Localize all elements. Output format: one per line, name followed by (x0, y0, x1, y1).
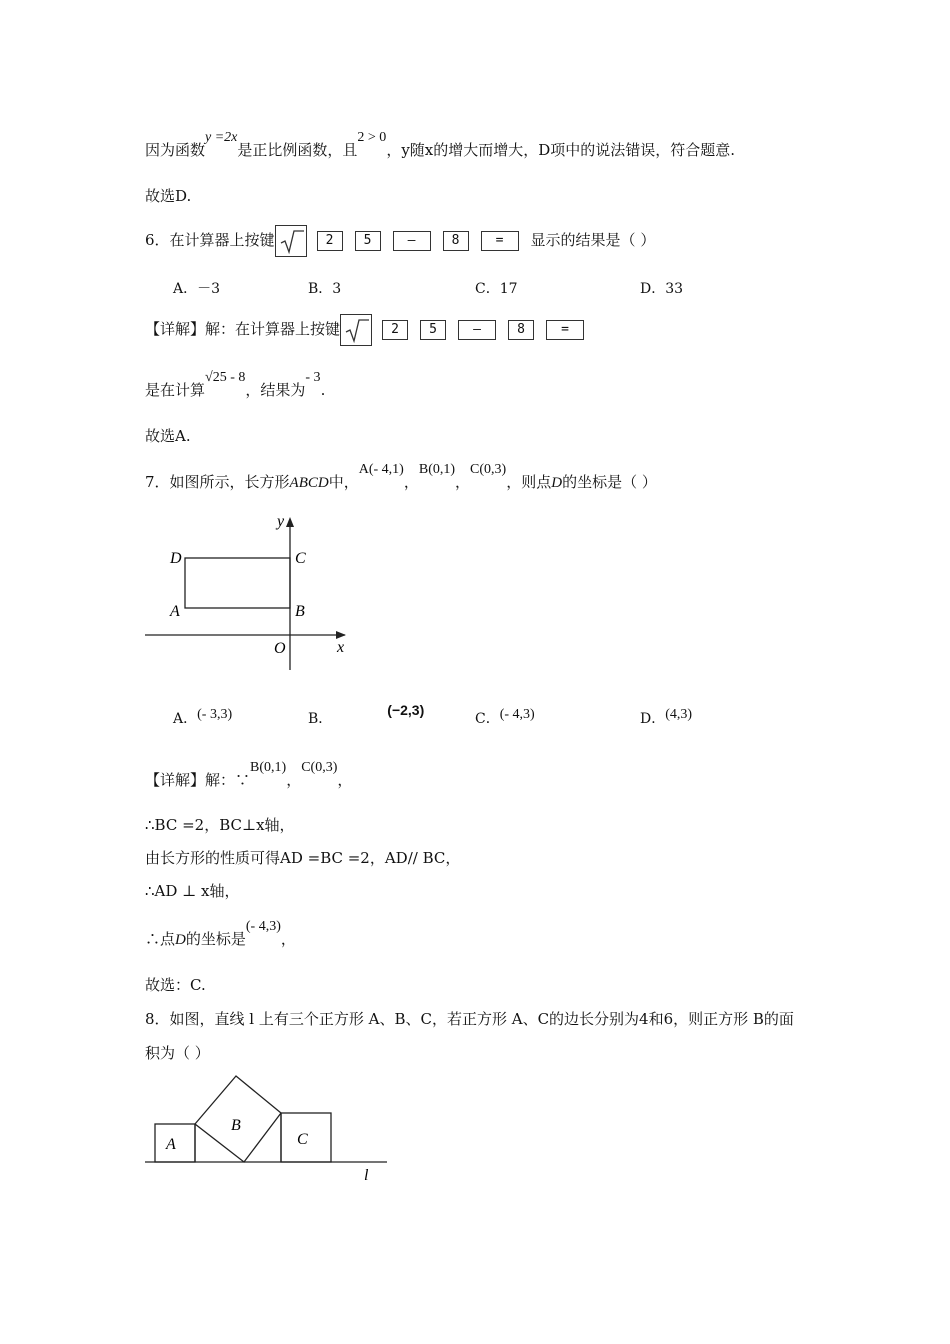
q6-expression: √25 - 8 (205, 370, 246, 385)
q6-option-a: A．－3 (173, 281, 221, 297)
q7-coordinate-figure (140, 505, 360, 675)
q7-option-a: A．(- 3,3) (173, 707, 233, 727)
q7-line5: ∴点D的坐标是(- 4,3)， (145, 919, 296, 948)
rectangle-abcd (185, 558, 290, 608)
q7-point-d: D (551, 475, 563, 491)
label-a: A (170, 603, 180, 620)
label-square-b: B (231, 1117, 241, 1134)
key-2: 2 (317, 231, 343, 251)
label-b: B (295, 603, 305, 620)
q5-text-b: 是正比例函数，且 (237, 141, 358, 159)
sqrt-key-icon (340, 314, 372, 346)
x-axis-arrow-icon (336, 631, 346, 639)
q6-option-b: B．3 (308, 281, 342, 297)
q7-line3: 由长方形的性质可得AD =BC =2，AD// BC， (145, 849, 461, 867)
q5-text-c: ，y随x的增大而增大，D项中的说法错误，符合题意. (386, 141, 736, 159)
label-c: C (295, 550, 306, 567)
key-equals: = (481, 231, 519, 251)
label-square-a: A (166, 1136, 176, 1153)
q7-stem-c: ，则点 (506, 473, 552, 491)
key-equals: = (546, 320, 584, 340)
q7-stem-b: 中， (328, 473, 359, 491)
label-line-l: l (364, 1167, 369, 1184)
q7-line4: ∴AD ⊥ x轴， (145, 882, 240, 900)
q7-conclusion: 故选：C. (145, 976, 206, 994)
q7-point-b: B(0,1) (418, 462, 456, 477)
q6-detail-line2 (145, 370, 326, 402)
q7-line2: ∴BC =2，BC⊥x轴， (145, 816, 295, 834)
y-axis-arrow-icon (286, 517, 294, 527)
label-o: O (274, 640, 286, 657)
key-5: 5 (355, 231, 381, 251)
q6-option-d: D．33 (640, 281, 684, 297)
q6-detail-label: 【详解】 (145, 320, 206, 338)
label-y: y (277, 513, 285, 530)
q6-stem-text: 6．在计算器上按键 (145, 231, 275, 249)
q6-stem (145, 224, 655, 257)
q6-detail-line2-c: . (320, 381, 326, 399)
q6-detail (145, 313, 596, 346)
q7-option-b: B．(−2,3) (308, 702, 425, 727)
key-minus: – (458, 320, 496, 340)
q5-conclusion: 故选D. (145, 187, 192, 205)
q8-squares-figure (140, 1070, 395, 1190)
q7-point-a: A(- 4,1) (358, 462, 404, 477)
q7-shape: ABCD (289, 475, 329, 491)
key-minus: – (393, 231, 431, 251)
q7-point-c: C(0,3) (470, 462, 507, 477)
label-d: D (170, 550, 182, 567)
label-x: x (337, 639, 345, 656)
q6-stem-tail: 显示的结果是（ ） (530, 231, 656, 249)
q7-option-c: C．(- 4,3) (475, 707, 535, 727)
q6-detail-line2-a: 是在计算 (145, 381, 206, 399)
q7-detail: 【详解】解：∵B(0,1)，C(0,3)， (145, 760, 353, 789)
q7-detail-pc: C(0,3) (301, 760, 338, 775)
q5-text-a: 因为函数 (145, 141, 206, 159)
q6-option-c: C．17 (475, 281, 518, 297)
key-8: 8 (508, 320, 534, 340)
key-2: 2 (382, 320, 408, 340)
q7-detail-a: 解：∵ (205, 771, 251, 789)
key-5: 5 (420, 320, 446, 340)
key-8: 8 (443, 231, 469, 251)
q6-conclusion: 故选A. (145, 427, 191, 445)
q7-stem: 7．如图所示，长方形ABCD中，A(- 4,1)，B(0,1)，C(0,3)，则点D的坐标是（ ） (145, 462, 657, 491)
sqrt-key-icon (275, 225, 307, 257)
q7-stem-a: 7．如图所示，长方形 (145, 473, 290, 491)
q7-option-d: D．(4,3) (640, 707, 693, 727)
q7-stem-d: 的坐标是（ ） (562, 473, 657, 491)
q8-stem-line1: 8．如图，直线 l 上有三个正方形 A、B、C，若正方形 A、C的边长分别为4和6，则正方形 B的面 (145, 1010, 794, 1028)
q8-stem-line2: 积为（ ） (145, 1044, 210, 1062)
q5-inequality: 2 > 0 (357, 130, 387, 145)
q5-explanation (145, 130, 736, 162)
q6-result: - 3 (305, 370, 321, 385)
q6-detail-text: 解：在计算器上按键 (205, 320, 341, 338)
q5-function-eq: y =2x (205, 130, 238, 145)
q6-detail-line2-b: ，结果为 (245, 381, 306, 399)
label-square-c: C (297, 1131, 308, 1148)
q7-detail-pb: B(0,1) (250, 760, 287, 775)
q7-detail-label: 【详解】 (145, 771, 206, 789)
